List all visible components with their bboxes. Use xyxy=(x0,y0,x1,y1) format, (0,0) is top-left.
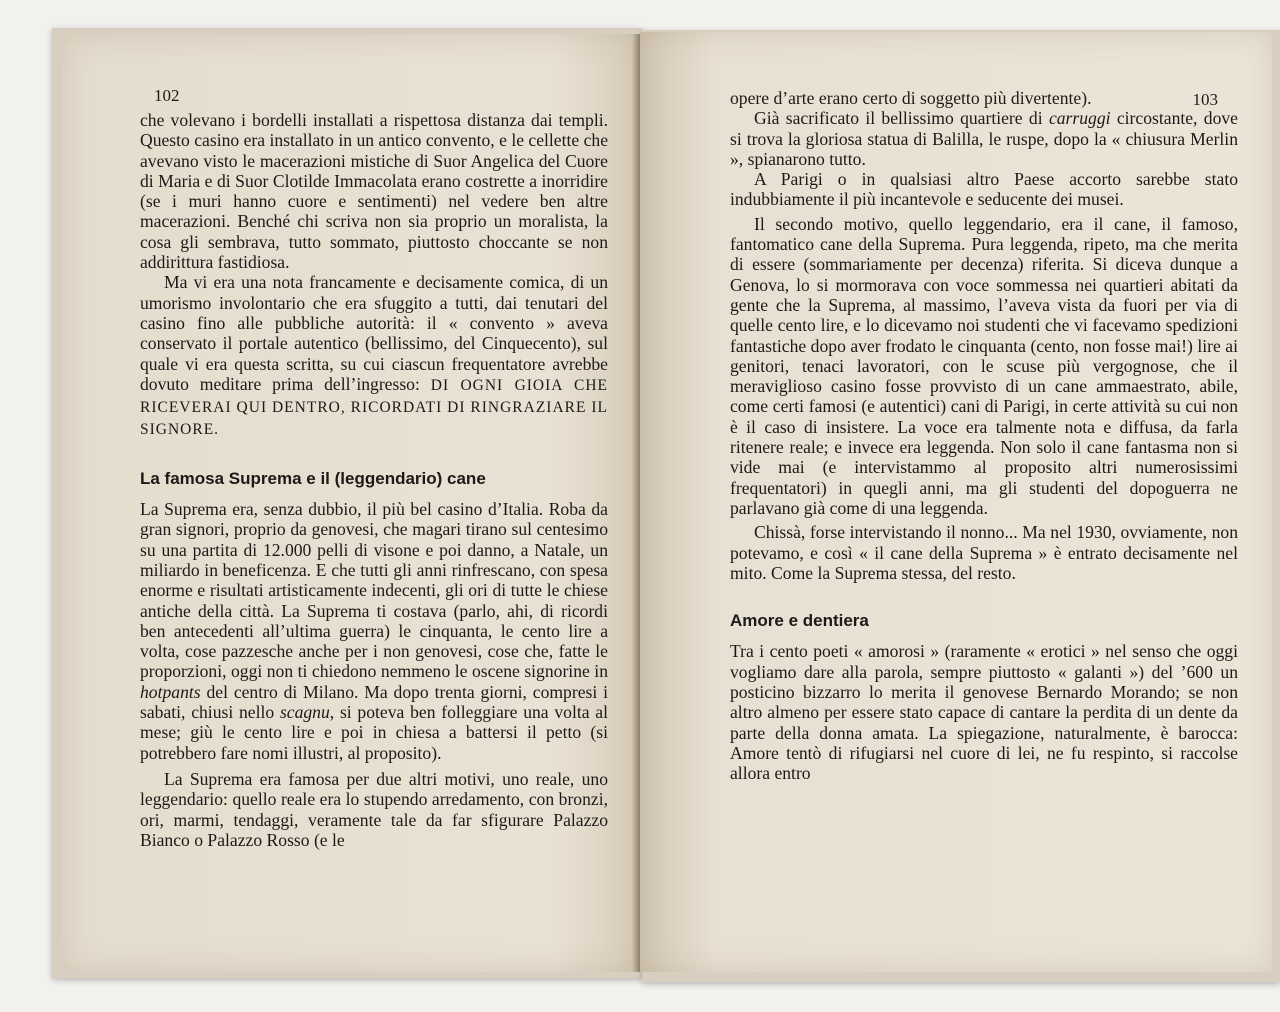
left-intro-paragraph: che volevano i bordelli installati a rispettosa distanza dai templi. Questo casino era installato in un antico convento, e le cellette che avevano visto le macerazioni mistiche di Suor Angelica del Cuore di Maria e di Suor Clotilde Immacolata erano costrette a inorridire (se i muri hanno cuore e sentimenti) nel vedere ben altre macerazioni. Benché chi scriva non sia proprio un moralista, la cosa gli sembrava, tutto sommato, piuttosto choccante se non addirittura fastidiosa. xyxy=(140,110,609,273)
page-number-right: 103 xyxy=(1192,90,1218,109)
left-page xyxy=(62,34,638,972)
left-paragraph-4: La Suprema era famosa per due altri motivi, uno reale, uno leggendario: quello reale era lo stupendo arredamento, con bronzi, ori, marmi, tendaggi, veramente tale da far sfigurare Palazzo Bianco o Palazzo Rosso (e le xyxy=(140,768,608,850)
right-paragraph-2 xyxy=(730,108,1238,169)
right-paragraph-5: Chissà, forse intervistando il nonno... Ma nel 1930, ovviamente, non potevamo, e così « il cane della Suprema » è entrato decisamente nel mito. Come la Suprema stessa, del resto. xyxy=(730,522,1238,583)
right-paragraph-4: Il secondo motivo, quello leggendario, era il cane, il famoso, fantomatico cane della Suprema. Pura leggenda, ripeto, ma che merita di essere (sommariamente per decenza) riferita. Si diceva dunque a Genova, lo si mormorava con voce sommessa nei quartieri abitati da gente che la Suprema, al massimo, l’aveva vista da fuori per via di quelle cento lire, e lo dicevamo noi studenti che vi facevamo spedizioni fantastiche dopo aver frodato le cinquanta (cento, non fosse mai!) lire ai genitori, tenaci lavoratori, con le scuse più vergognose, che il meraviglioso casino fosse provvisto di un cane ammaestrato, abile, come certi famosi (e autentici) cani di Parigi, in certe attività su cui non è il caso di insistere. La voce era talmente nota e diffusa, da farla ritenere reale; e invece era leggenda. Non solo il cane fantasma non si vide mai (e intervistammo al proposito altri numerosissimi frequentatori) in quegli anni, ma gli studenti del dopoguerra ne parlavano già come di una leggenda. xyxy=(730,213,1238,518)
inscription-text: DI OGNI GIOIA CHE RICEVERAI QUI DENTRO, RICORDATI DI RINGRAZIARE IL SIGNORE. xyxy=(140,376,608,439)
left-paragraph-3 xyxy=(140,499,608,763)
right-paragraph-3: A Parigi o in qualsiasi altro Paese accorto sarebbe stato indubbiamente il più incantevole e seducente dei musei. xyxy=(730,169,1238,210)
italic-hotpants: hotpants xyxy=(140,681,201,702)
italic-scagnu: scagnu xyxy=(279,702,330,723)
right-paragraph-2b: circostante, dove si trova la gloriosa statua di Balilla, le ruspe, dopo la « chiusura Merlin », spianarono tutto. xyxy=(730,108,1238,169)
open-book xyxy=(52,28,1280,986)
right-paragraph-2a: Già sacrificato il bellissimo quartiere di xyxy=(754,108,1043,129)
left-paragraph-3c: , si poteva ben folleggiare una volta al mese; giù le cento lire e poi in chiesa a battersi il petto (si potrebbero fare nomi illustri, al proposito). xyxy=(140,702,608,763)
left-paragraph-3b: del centro di Milano. Ma dopo trenta giorni, compresi i sabati, chiusi nello xyxy=(140,681,608,723)
section-heading-amore: Amore e dentiera xyxy=(730,611,869,631)
right-page-text xyxy=(730,88,1238,784)
right-paragraph-6: Tra i cento poeti « amorosi » (raramente « erotici » nel senso che oggi vogliamo dare alla parola, sempre piuttosto « galanti ») del ’600 un posticino bizzarro lo merita il genovese Bernardo Morando; se non altro almeno per essere stato capace di cantare la perdita di un dente da parte della donna amata. La spiegazione, naturalmente, è barocca: Amore tentò di rifugiarsi nel cuore di lei, ne fu respinto, si raccolse allora entro xyxy=(730,641,1238,784)
italic-carruggi: carruggi xyxy=(1048,108,1111,129)
right-page xyxy=(640,32,1272,972)
left-paragraph-2 xyxy=(140,272,608,440)
left-page-text xyxy=(140,90,608,850)
right-paragraph-1: opere d’arte erano certo di soggetto più divertente). xyxy=(730,88,1092,108)
page-number-left: 102 xyxy=(154,86,180,105)
section-heading-suprema: La famosa Suprema e il (leggendario) cane xyxy=(140,468,486,488)
left-paragraph-3a: La Suprema era, senza dubbio, il più bel casino d’Italia. Roba da gran signori, proprio da genovesi, che magari tirano sul centesimo su una partita di 12.000 pelli di visone e poi danno, a Natale, un miliardo in beneficenza. E che tutti gli anni rinfrescano, con spesa enorme e risultati artisticamente indecenti, gli ori di tutte le chiese antiche della città. La Suprema ti costava (parlo, ahi, di ricordi ben antecedenti all’ultima guerra) le cinquanta, le cento lire a volta, cose pazzesche anche per i non genovesi, cose che, fatte le proporzioni, oggi non ti chiedono nemmeno le oscene signorine in xyxy=(140,499,608,682)
left-paragraph-2-text: Ma vi era una nota francamente e decisamente comica, di un umorismo involontario che era sfuggito a tutti, dai tenutari del casino fino alle pubbliche autorità: il « convento » aveva conservato il portale autentico (bellissimo, del Cinquecento), sul quale vi era questa scritta, su cui ciascun frequentatore avrebbe dovuto meditare prima dell’ingresso: xyxy=(140,272,608,394)
